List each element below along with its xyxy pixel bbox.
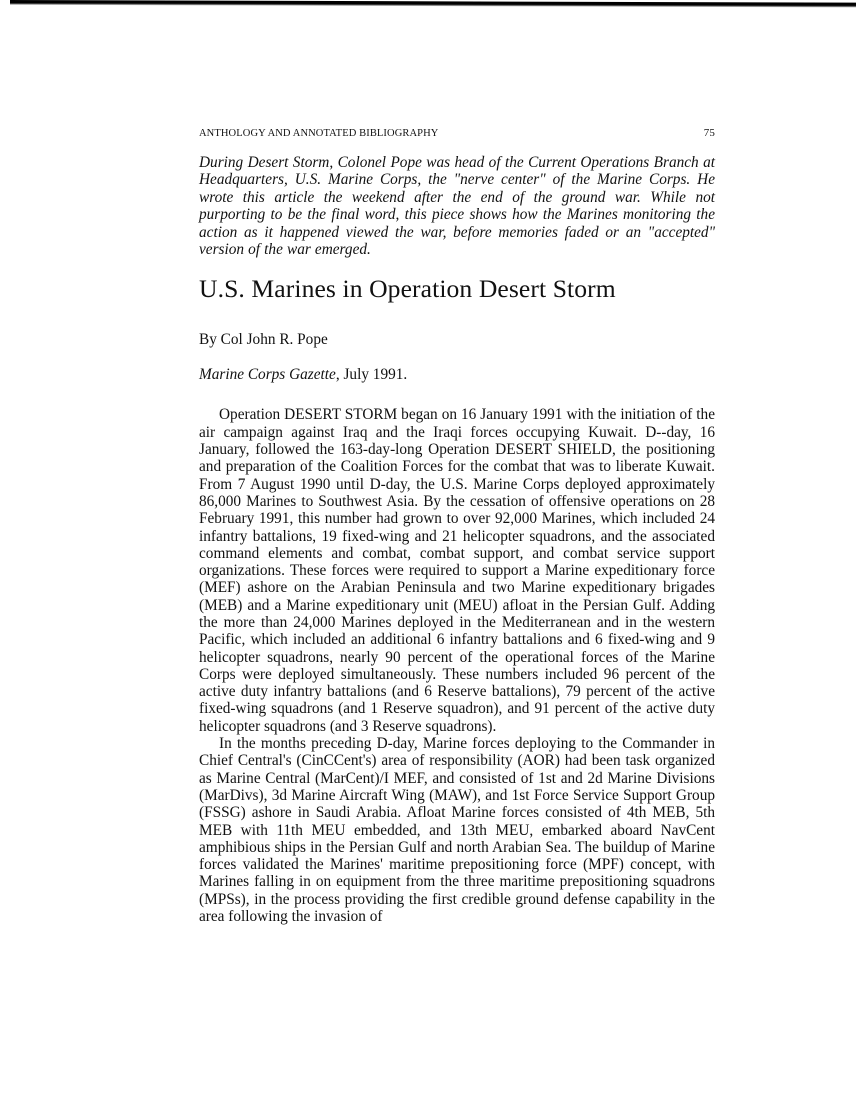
running-header xyxy=(199,127,715,140)
body-paragraph: In the months preceding D-day, Marine forces deploying to the Commander in Chief Central's (CinCCent's) area of responsibility (AOR) had been task organized as Marine Central (MarCent)/I MEF, and consisted of 1st and 2d Marine Divisions (MarDivs), 3d Marine Aircraft Wing (MAW), and 1st Force Service Support Group (FSSG) ashore in Saudi Arabia. Afloat Marine forces consisted of 4th MEB, 5th MEB with 11th MEU embedded, and 13th MEU, embarked aboard NavCent amphibious ships in the Persian Gulf and north Arabian Sea. The buildup of Marine forces validated the Marines' maritime prepositioning force (MPF) concept, with Marines falling in on equipment from the three maritime prepositioning squadrons (MPSs), in the process providing the first credible ground defense capability in the area following the invasion of xyxy=(199,735,715,926)
book-page xyxy=(199,127,715,925)
article-byline: By Col John R. Pope xyxy=(199,331,328,349)
source-date: , July 1991. xyxy=(335,366,408,384)
page-number: 75 xyxy=(703,127,715,139)
source-publication: Marine Corps Gazette xyxy=(199,366,336,384)
editor-intro: During Desert Storm, Colonel Pope was head of the Current Operations Branch at Headquarters, U.S. Marine Corps, the "nerve center" of the Marine Corps. He wrote this article the weekend after the end of the ground war. While not purporting to be the final word, this piece shows how the Marines monitoring the action as it happened viewed the war, before memories faded or an "accepted" version of the war emerged. xyxy=(199,154,715,259)
article-body xyxy=(199,406,715,925)
body-paragraph: Operation DESERT STORM began on 16 January 1991 with the initiation of the air campaign against Iraq and the Iraqi forces occupying Kuwait. D--day, 16 January, followed the 163-day-long Operation DESERT SHIELD, the positioning and preparation of the Coalition Forces for the combat that was to liberate Kuwait. From 7 August 1990 until D-day, the U.S. Marine Corps deployed approximately 86,000 Marines to Southwest Asia. By the cessation of offensive operations on 28 February 1991, this number had grown to over 92,000 Marines, which included 24 infantry battalions, 19 fixed-wing and 21 helicopter squadrons, and the associated command elements and combat, combat support, and combat service support organizations. These forces were required to support a Marine expeditionary force (MEF) ashore on the Arabian Peninsula and two Marine expeditionary brigades (MEB) and a Marine expeditionary unit (MEU) afloat in the Persian Gulf. Adding the more than 24,000 Marines deployed in the Mediterranean and in the western Pacific, which included an additional 6 infantry battalions and 6 fixed-wing and 9 helicopter squadrons, nearly 90 percent of the operational forces of the Marine Corps were deployed simultaneously. These numbers included 96 percent of the active duty infantry battalions (and 6 Reserve battalions), 79 percent of the active fixed-wing squadrons (and 1 Reserve squadron), and 91 percent of the active duty helicopter squadrons (and 3 Reserve squadrons). xyxy=(199,406,715,735)
article-source xyxy=(199,366,715,384)
article-title: U.S. Marines in Operation Desert Storm xyxy=(199,274,616,304)
running-header-title: ANTHOLOGY AND ANNOTATED BIBLIOGRAPHY xyxy=(199,128,439,139)
scan-edge-line xyxy=(10,0,856,8)
